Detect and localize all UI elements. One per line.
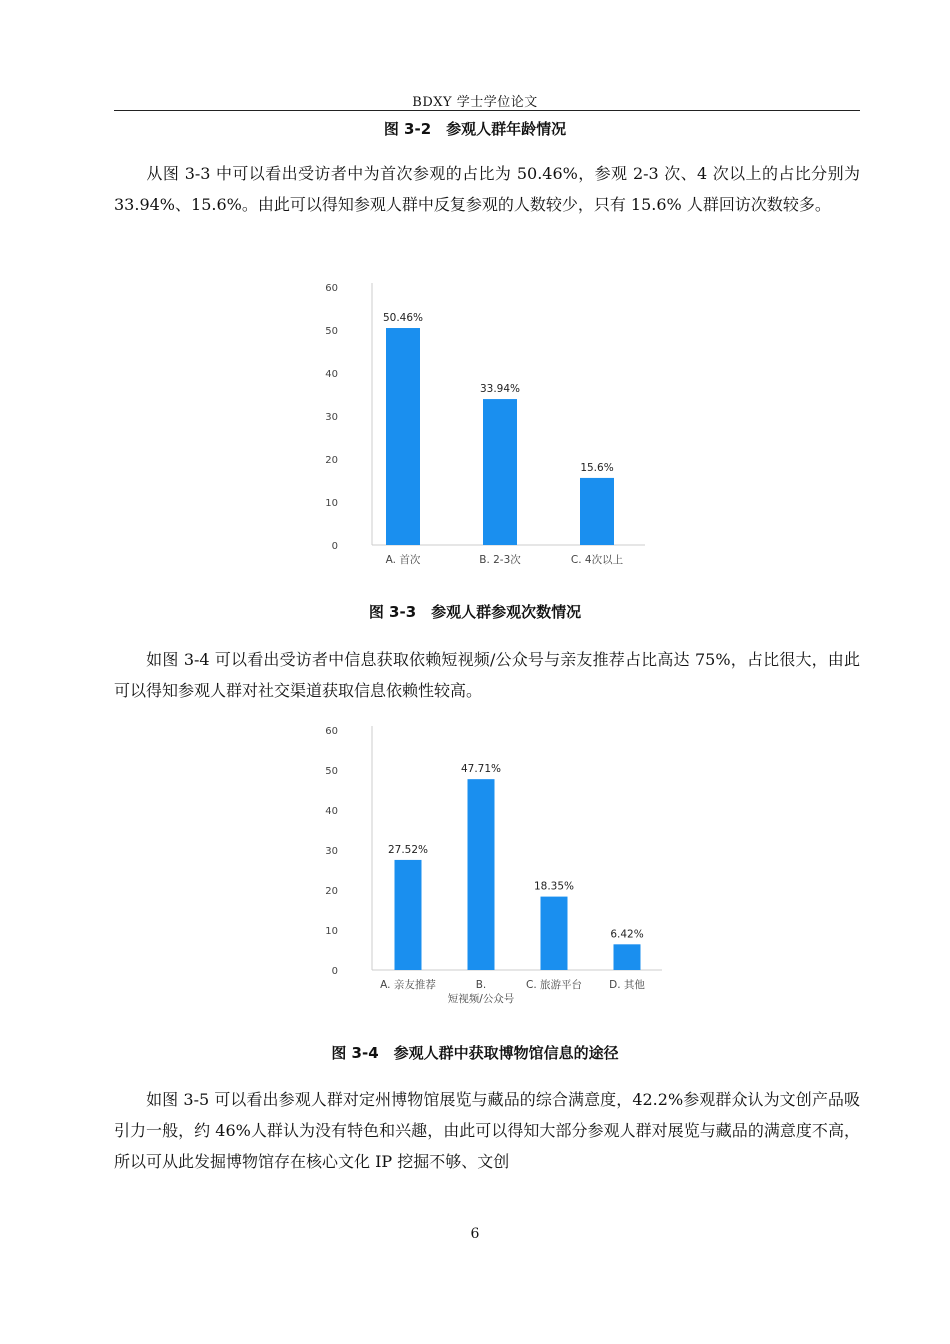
y-tick-label: 50 (325, 766, 338, 777)
y-tick-label: 60 (325, 283, 338, 294)
category-label: C. 旅游平台 (525, 979, 583, 991)
running-header: BDXY 学士学位论文 (412, 95, 538, 110)
header-rule (114, 110, 860, 111)
figure-caption-3-2: 图 3-2 参观人群年龄情况 (383, 120, 567, 138)
category-sublabel: 短视频/公众号 (447, 993, 515, 1005)
bar (541, 897, 568, 970)
category-label: B. (475, 979, 487, 991)
y-tick-label: 0 (331, 966, 338, 977)
y-tick-label: 20 (325, 455, 338, 466)
category-label: D. 其他 (609, 979, 645, 991)
bar (386, 328, 420, 545)
y-tick-label: 20 (325, 886, 338, 897)
bar (614, 944, 641, 970)
y-tick-label: 50 (325, 326, 338, 337)
bar (395, 860, 422, 970)
y-tick-label: 30 (325, 412, 338, 423)
paragraph-visit-frequency-text: 从图 3-3 中可以看出受访者中为首次参观的占比为 50.46%，参观 2-3 次、4 次以上的占比分别为 33.94%、15.6%。由此可以得知参观人群中反复参观的人数较少，只有 15.6% 人群回访次数较多。 (114, 164, 860, 214)
paragraph-info-channel-text: 如图 3-4 可以看出受访者中信息获取依赖短视频/公众号与亲友推荐占比高达 75%，占比很大，由此可以得知参观人群对社交渠道获取信息依赖性较高。 (114, 650, 860, 700)
page-number: 6 (470, 1226, 480, 1242)
y-tick-label: 60 (325, 726, 338, 737)
data-label: 15.6% (580, 461, 614, 474)
y-tick-label: 10 (325, 498, 338, 509)
figure-caption-3-4: 图 3-4 参观人群中获取博物馆信息的途径 (331, 1044, 619, 1062)
data-label: 33.94% (479, 383, 521, 396)
data-label: 6.42% (610, 928, 644, 941)
data-label: 47.71% (460, 763, 502, 776)
category-label: B. 2-3次 (479, 554, 521, 566)
chart-visit-frequency (320, 278, 660, 578)
y-tick-label: 0 (331, 541, 338, 552)
figure-caption-3-3: 图 3-3 参观人群参观次数情况 (368, 603, 582, 621)
data-label: 50.46% (382, 312, 424, 325)
chart-info-channel (320, 720, 680, 1020)
paragraph-satisfaction (114, 1084, 860, 1177)
category-label: A. 亲友推荐 (380, 979, 436, 991)
bar (468, 779, 495, 970)
paragraph-visit-frequency (114, 158, 860, 220)
category-label: C. 4次以上 (570, 554, 624, 566)
paragraph-satisfaction-text: 如图 3-5 可以看出参观人群对定州博物馆展览与藏品的综合满意度，42.2%参观群众认为文创产品吸引力一般，约 46%人群认为没有特色和兴趣，由此可以得知大部分参观人群对展览与藏品的满意度不高，所以可从此发掘博物馆存在核心文化 IP 挖掘不够、文创 (114, 1090, 860, 1171)
bar (580, 478, 614, 545)
y-tick-label: 10 (325, 926, 338, 937)
data-label: 18.35% (533, 880, 575, 893)
category-label: A. 首次 (385, 554, 421, 566)
data-label: 27.52% (387, 843, 429, 856)
y-tick-label: 40 (325, 369, 338, 380)
y-tick-label: 40 (325, 806, 338, 817)
bar (483, 399, 517, 545)
y-tick-label: 30 (325, 846, 338, 857)
paragraph-info-channel (114, 644, 860, 706)
